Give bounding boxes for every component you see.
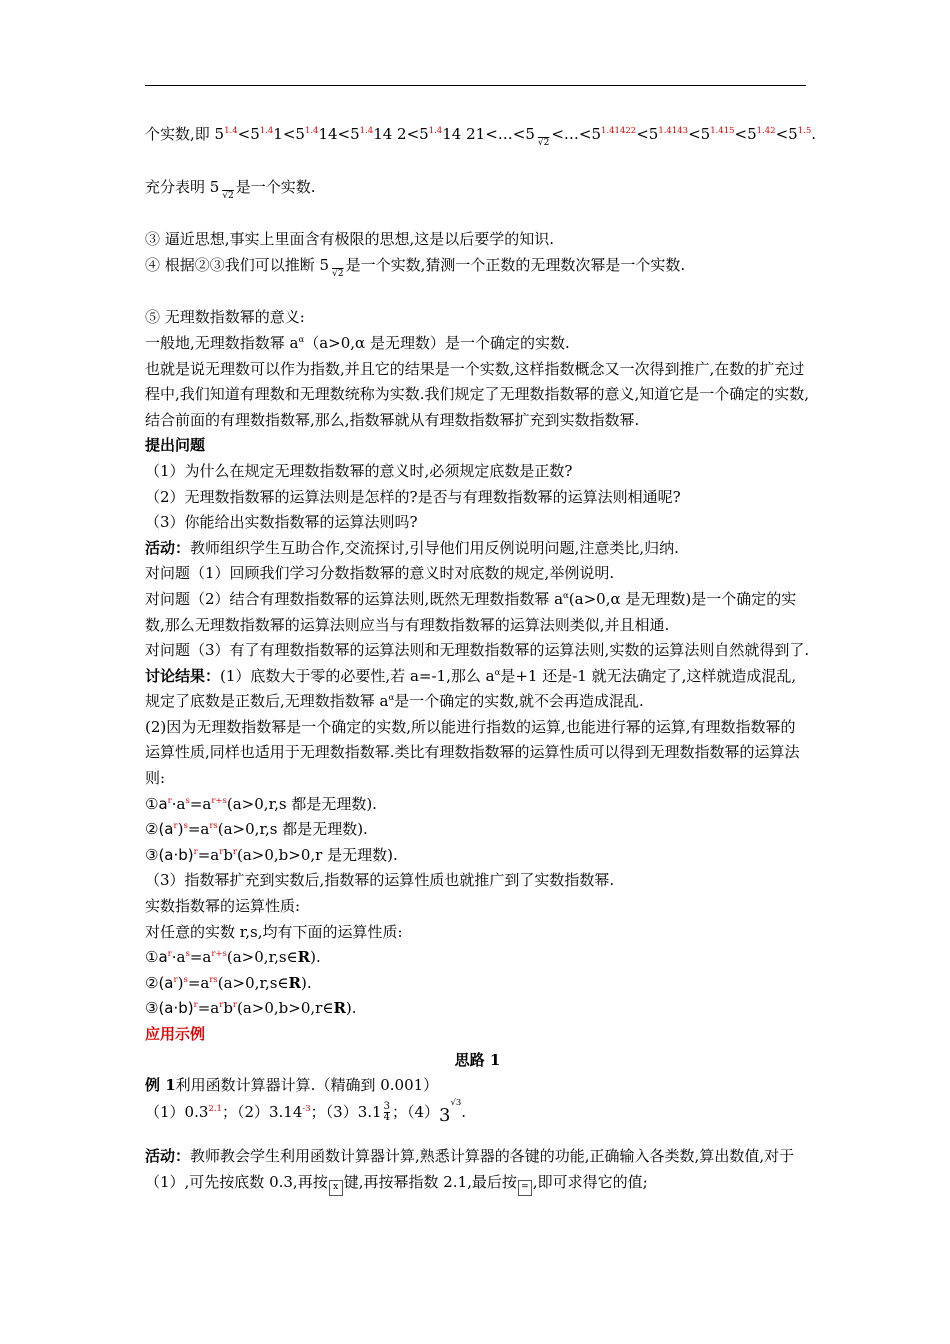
answer-1: 对问题（1）回顾我们学习分数指数幂的意义时对底数的规定,举例说明.: [145, 564, 615, 583]
discussion-result-3: （3）指数幂扩充到实数后,指数幂的运算性质也就推广到了实数指数幂.: [145, 871, 615, 890]
answer-2: 对问题（2）结合有理数指数幂的运算法则,既然无理数指数幂 $a^\alpha(a>0,\alpha$ 是无理数)是一个确定的实数,那么无理数指数幂的运算法则应当与有理数指数幂的运算法则类似,并且相通.: [145, 589, 797, 634]
example-1-items: $(1)0.3^{2.1}$；$(2)3.14^{-3}$；（3）3.1 $\frac{3}{4}$ ；$(4)3^{√3}$.: [145, 1097, 467, 1126]
section-heading-questions: 提出问题: [145, 436, 206, 455]
item-meaning-title: ⑤ 无理数指数幂的意义:: [145, 308, 305, 327]
item-meaning-paragraph: 也就是说无理数可以作为指数,并且它的结果是一个实数,这样指数概念又一次得到推广,在数的扩充过程中,我们知道有理数和无理数统称为实数.我们规定了无理数指数幂的意义,知道它是一个确定的实数,结合前面的有理数指数幂,那么,指数幂就从有理数指数幂扩充到实数指数幂.: [145, 359, 810, 429]
discussion-result-1: 讨论结果：(1）底数大于零的必要性,若 a=-1,那么 $a^\alpha$是+1 还是-1 就无法确定了,这样就造成混乱,规定了底数是正数后,无理数指数幂 $a^\alpha$是一个确定的实数,就不会再造成混乱.: [145, 666, 797, 711]
item-inference: ④ 根据②③我们可以推断 5 $_{√2}$ 是一个实数,猜测一个正数的无理数次幂是一个实数.: [145, 255, 686, 279]
example-1-title: 例 1利用函数计算器计算.（精确到 0.001）: [145, 1076, 439, 1095]
question-2: （2）无理数指数幂的运算法则是怎样的?是否与有理数指数幂的运算法则相通呢?: [145, 487, 681, 506]
question-1: （1）为什么在规定无理数指数幂的意义时,必须规定底数是正数?: [145, 461, 573, 480]
irrational-rule-2: $②(a^r)^s=a^{rs}(a>0,r,s$ 都是无理数).: [145, 820, 368, 839]
sequence-line: 个实数,即 $5^{1.4}<5^{1.4}1<5^{1.4}14<5^{1.4}14$ $2<5^{1.4}14$ 21<…<5 $_{√2} <\dots<5^{1.41422}<5^{1.4143}<5^{1.415}<5^{1.42}<5^{1.5}$.: [145, 125, 817, 148]
power-key-icon: x: [329, 1180, 343, 1196]
section-heading-applications: 应用示例: [145, 1025, 206, 1043]
activity-calculator: 活动：教师教会学生利用函数计算器计算,熟悉计算器的各键的功能,正确输入各类数,算出数值,对于（1）,可先按底数 0.3,再按 x 键,再按幂指数 2.1,最后按 = ,即可求得它的值;: [145, 1144, 810, 1196]
activity-paragraph: 活动：教师组织学生互助合作,交流探讨,引导他们用反例说明问题,注意类比,归纳.: [145, 538, 679, 557]
irrational-rule-3: $③(a\cdot b)^r=a^rb^r(a>0,b>0,r$ 是无理数).: [145, 845, 398, 864]
document-body: [145, 122, 817, 1196]
sqrt2-exponent: √2: [537, 138, 550, 148]
discussion-result-2: (2)因为无理数指数幂是一个确定的实数,所以能进行指数的运算,也能进行幂的运算,有理数指数幂的运算性质,同样也适用于无理数指数幂.类比有理数指数幂的运算性质可以得到无理数指数幂的运算法则:: [145, 717, 800, 788]
real-rule-2: $②(a^r)^s=a^{rs}(a>0,r,s\in R)$.: [145, 973, 312, 992]
question-3: （3）你能给出实数指数幂的运算法则吗?: [145, 513, 418, 532]
real-rule-1: $①a^r\cdot a^s=a^{r+s}(a>0,r,s\in R)$.: [145, 948, 321, 967]
fraction-three-quarters: $\frac{3}{4}$: [383, 1101, 390, 1124]
answer-3: 对问题（3）有了有理数指数幂的运算法则和无理数指数幂的运算法则,实数的运算法则自然就得到了.: [145, 641, 810, 660]
real-rules-intro: 对任意的实数 r,s,均有下面的运算性质:: [145, 922, 403, 941]
sqrt2-exponent: √2: [332, 268, 344, 279]
real-rule-3: $③(a\cdot b)^r=a^rb^r(a>0,b>0,r\in R)$.: [145, 999, 357, 1018]
item-approximation: ③ 逼近思想,事实上里面含有极限的思想,这是以后要学的知识.: [145, 230, 555, 249]
idea-heading: 思路 1: [454, 1050, 501, 1069]
irrational-rule-1: $①a^r\cdot a^s=a^{r+s}(a>0,r,s$ 都是无理数).: [145, 794, 377, 813]
real-rules-title: 实数指数幂的运算性质:: [145, 897, 301, 916]
header-rule: [145, 85, 806, 86]
item-meaning-definition: 一般地,无理数指数幂 $a^\alpha(a>0,\alpha$ 是无理数）是一个确定的实数.: [145, 333, 570, 352]
conclusion-line: 充分表明 5 $_{√2}$ 是一个实数.: [145, 177, 316, 201]
sqrt2-exponent: √2: [222, 190, 234, 201]
equals-key-icon: =: [518, 1180, 532, 1196]
